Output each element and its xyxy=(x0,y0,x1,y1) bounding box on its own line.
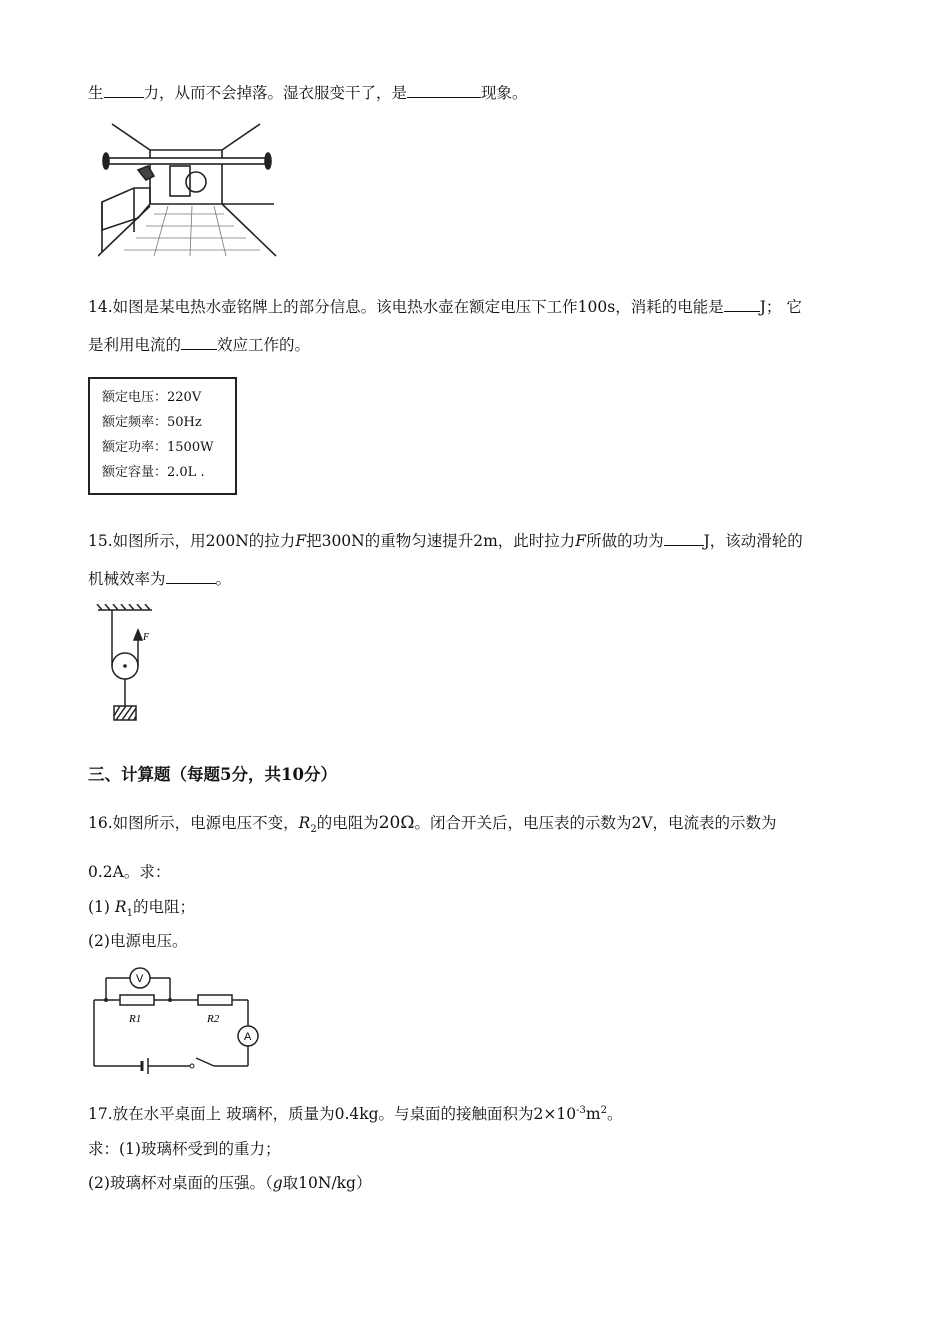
q17-line3: (2)玻璃杯对桌面的压强。（g取10N/kg） xyxy=(88,1174,372,1192)
answer-blank[interactable] xyxy=(724,295,760,312)
answer-blank[interactable] xyxy=(166,567,216,584)
ammeter-label: A xyxy=(244,1031,252,1043)
q15-line2: 机械效率为 。 xyxy=(88,567,231,590)
r1-label: R1 xyxy=(129,1013,142,1025)
answer-blank[interactable] xyxy=(181,333,217,350)
kettle-nameplate xyxy=(88,377,237,495)
q17-line1: 17.放在水平桌面上 玻璃杯，质量为0.4kg。与桌面的接触面积为$2\times 10^{-3}m^2$。 xyxy=(88,1105,623,1124)
q16-subq2: (2)电源电压。 xyxy=(88,932,188,950)
answer-blank[interactable] xyxy=(664,529,704,546)
q15-line1: 15.如图所示，用200N的拉力F把300N的重物匀速提升2m，此时拉力F所做的功为 J，该动滑轮的 xyxy=(88,529,803,552)
q17-line2: 求：(1)玻璃杯受到的重力； xyxy=(88,1140,281,1158)
nameplate-power: 额定功率：1500W xyxy=(102,440,214,455)
q16-line1: 16.如图所示，电源电压不变，$R_2$的电阻为20Ω。闭合开关后，电压表的示数为2V，电流表的示数为 xyxy=(88,813,777,836)
suction-hanger-figure xyxy=(98,122,280,262)
nameplate-capacity: 额定容量：2.0L . xyxy=(102,465,205,480)
q16-subq1: (1) $R_1$的电阻； xyxy=(88,898,195,920)
nameplate-frequency: 额定频率：50Hz xyxy=(102,415,202,430)
q14-line1: 14.如图是某电热水壶铭牌上的部分信息。该电热水壶在额定电压下工作100s，消耗的电能是 J； 它 xyxy=(88,295,802,318)
r2-label: R2 xyxy=(207,1013,220,1025)
circuit-figure xyxy=(92,964,264,1076)
q16-line2: 0.2A。求： xyxy=(88,863,171,881)
nameplate-voltage: 额定电压：220V xyxy=(102,390,202,405)
section-title: 三、计算题（每题5分，共10分） xyxy=(88,765,337,784)
q13-line1: 生 力，从而不会掉落。湿衣服变干了，是 现象。 xyxy=(88,81,528,104)
answer-blank[interactable] xyxy=(104,81,144,98)
answer-blank[interactable] xyxy=(407,81,481,98)
q14-line2: 是利用电流的 效应工作的。 xyxy=(88,333,310,356)
voltmeter-label: V xyxy=(136,973,144,985)
force-label: F xyxy=(143,632,150,643)
pulley-figure xyxy=(92,604,162,726)
